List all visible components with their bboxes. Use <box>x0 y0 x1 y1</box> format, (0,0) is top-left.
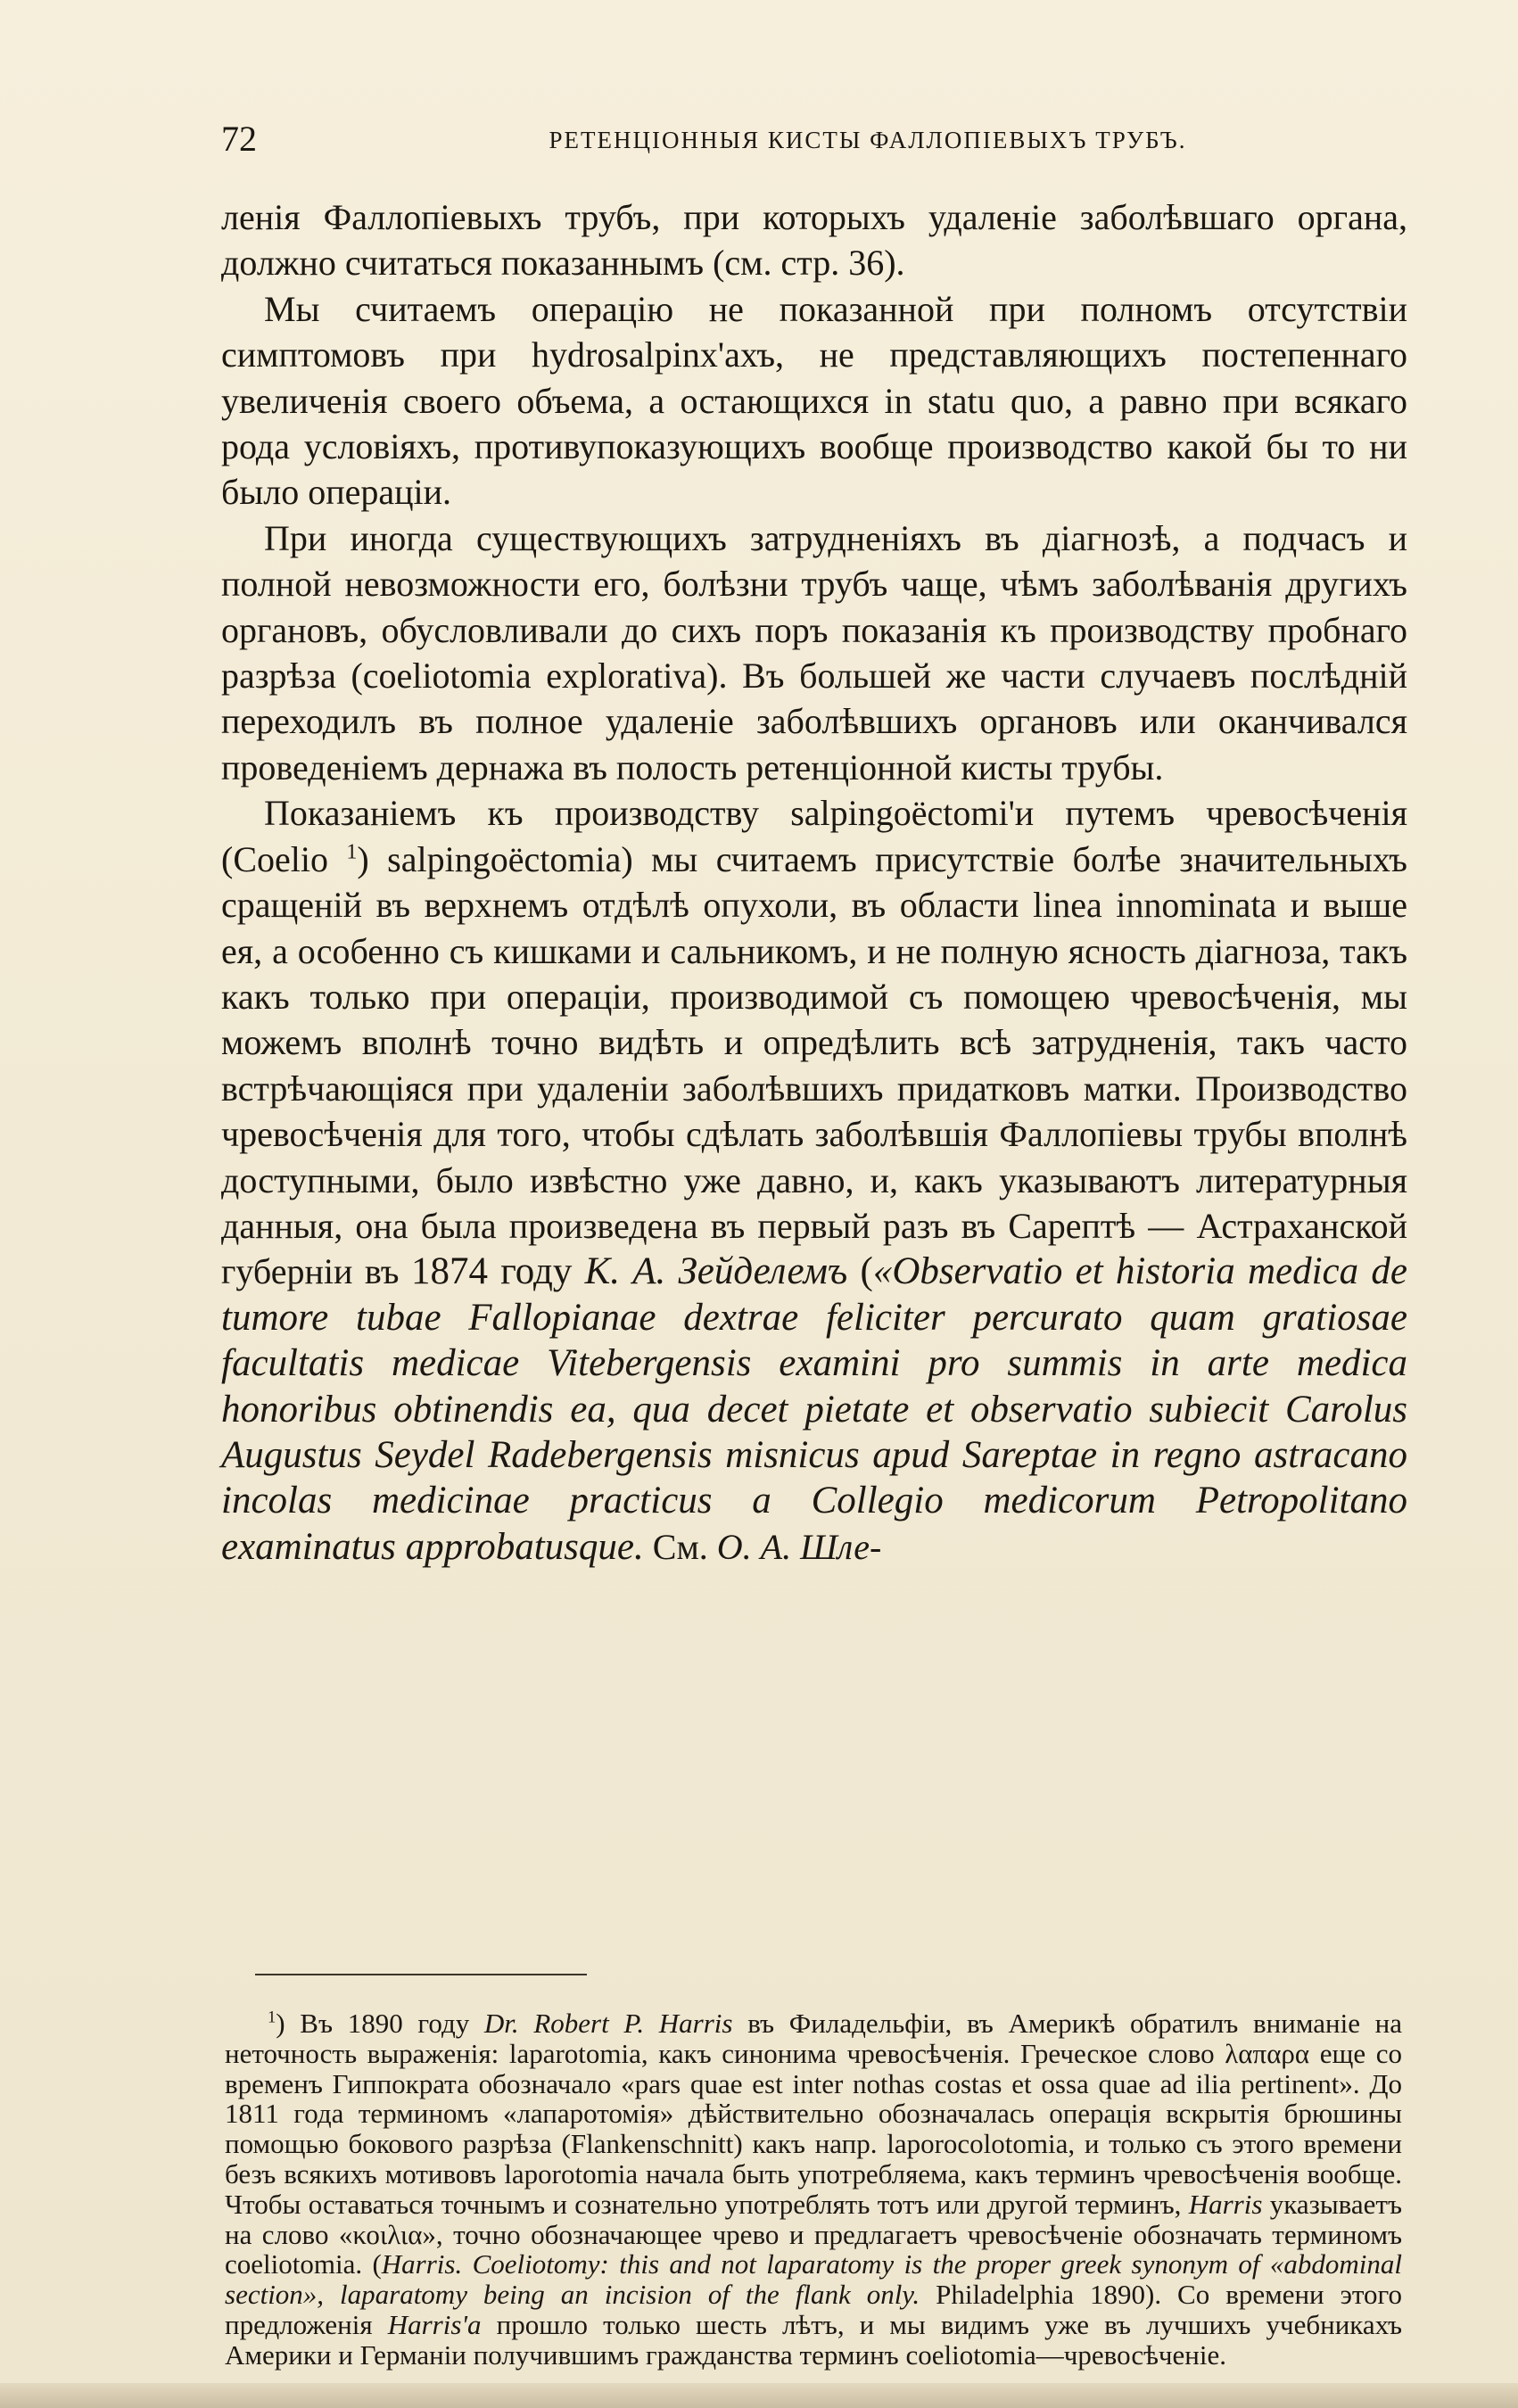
paragraph-4-part-a: Показаніемъ къ производству salpingoëctomi'и путемъ чревосѣченія (Coelio <box>221 793 1407 879</box>
main-text <box>221 194 1407 1570</box>
footnote-mark: 1 <box>268 2008 276 2027</box>
footnote-text-1: ) Въ 1890 году <box>276 2008 484 2039</box>
page-header <box>221 114 1407 168</box>
footnote-text-5: указываетъ на слово «κοιλια», точно обозначающее чрево и предлагаетъ чревосѣченіе обозначать терминомъ coeliotomia. ( <box>225 2188 1402 2280</box>
paragraph-3: При иногда существующихъ затрудненіяхъ въ діагнозѣ, а подчасъ и полной невозможности его, болѣзни трубъ чаще, чѣмъ заболѣванія другихъ органовъ, обусловливали до сихъ поръ показанія къ производству пробнаго разрѣза (coeliotomia explorativa). Въ большей же части случаевъ послѣдній переходилъ въ полное удаленіе заболѣвшихъ органовъ или оканчивался проведеніемъ дернажа въ полость ретенціонной кисты трубы. <box>221 517 1407 788</box>
footnote-harris-1: Harris <box>1188 2188 1263 2220</box>
paragraph-4 <box>221 790 1407 1570</box>
footnote-ref-mark[interactable]: 1 <box>346 840 358 864</box>
footnote-author: Dr. Robert P. Harris <box>483 2008 733 2039</box>
paragraph-4-continuation: О. А. Шле- <box>716 1526 882 1567</box>
paragraph-4-year: 1874 году <box>410 1250 585 1293</box>
running-head: РЕТЕНЦІОННЫЯ КИСТЫ ФАЛЛОПІЕВЫХЪ ТРУБЪ. <box>549 127 1187 153</box>
paragraph-4-paren: ( <box>847 1250 873 1293</box>
footnote-text-7: Philadelphia 1890). Со времени этого предложенія <box>225 2279 1402 2340</box>
footnote-paragraph <box>225 2008 1402 2371</box>
latin-dissertation-title: «Observatio et historia medica de tumore tubae Fallopianae dextrae feliciter percurato quam gratiosae facultatis medicae Vitebergensis examini pro summis in arte medica honoribus obtinendis ea, qua decet pietate et observatio subiecit Carolus Augustus Seydel Radebergensis misnicus apud Sareptae in regno astracano incolas medicinae practicus a Collegio medicorum Petropolitano examinatus approbatusque. <box>221 1250 1407 1568</box>
paragraph-2: Мы считаемъ операцію не показанной при полномъ отсутствіи симптомовъ при hydrosalpinx'ахъ, не представляющихъ постепеннаго увеличенія своего объема, а остающихся in statu quo, а равно при всякаго рода условіяхъ, противупоказующихъ вообще производство какой бы то ни было операціи. <box>221 288 1407 513</box>
footnote-harris-2: Harris'a <box>387 2308 482 2340</box>
footnote <box>225 2008 1402 2371</box>
author-name: К. А. Зейделемъ <box>584 1250 848 1293</box>
footnote-divider <box>255 1974 587 1975</box>
page-number: 72 <box>221 119 257 159</box>
footnote-text-3: въ Филадельфіи, въ Америкѣ обратилъ вниманіе на неточность выраженія: laparotomia, какъ синонима чревосѣченія. Греческое слово λαπαρα еще со временъ Гиппократа обозначало «pars quae est inter nothas costas et ossa quae ad ilia pertinent». До 1811 года терминомъ «лапаротомія» дѣйствительно обозначалась операція вскрытія брюшины помощью бокового разрѣза (Flankenschnitt) какъ напр. laporocolotomia, и только съ этого времени безъ всякихъ мотивовъ laporotomia начала быть употребляема, какъ терминъ чревосѣченія вообще. Чтобы оставаться точнымъ и сознательно употреблять тотъ или другой терминъ, <box>225 2008 1402 2220</box>
footnote-text-9: прошло только шесть лѣтъ, и мы видимъ уже въ лучшихъ учебникахъ Америки и Германіи получившимъ гражданства терминъ coeliotomia—чревосѣченіе. <box>225 2308 1402 2371</box>
page-bottom-edge <box>0 2383 1518 2408</box>
paragraph-4-see: См. <box>643 1526 717 1567</box>
footnote-english-citation: Harris. Coeliotomy: this and not laparatomy is the proper greek synonym of «abdominal section», laparatomy being an incision of the flank only. <box>225 2248 1402 2311</box>
paragraph-4-part-b: ) salpingoëctomia) мы считаемъ присутствіе болѣе значительныхъ сращеній въ верхнемъ отдѣлѣ опухоли, въ области linea innominata и выше ея, а особенно съ кишками и сальникомъ, и не полную ясность діагноза, такъ какъ только при операціи, производимой съ помощею чревосѣченія, мы можемъ вполнѣ точно видѣть и опредѣлить всѣ затрудненія, такъ часто встрѣчающіяся при удаленіи заболѣвшихъ придатковъ матки. Производство чревосѣченія для того, чтобы сдѣлать заболѣвшія Фаллопіевы трубы вполнѣ доступными, было извѣстно уже давно, и, какъ указываютъ литературныя данныя, она была произведена въ первый разъ въ Сарептѣ — Астраханской губерніи въ <box>221 838 1407 1292</box>
paragraph-1: ленія Фаллопіевыхъ трубъ, при которыхъ удаленіе заболѣвшаго органа, должно считаться показаннымъ (см. стр. 36). <box>221 197 1407 284</box>
